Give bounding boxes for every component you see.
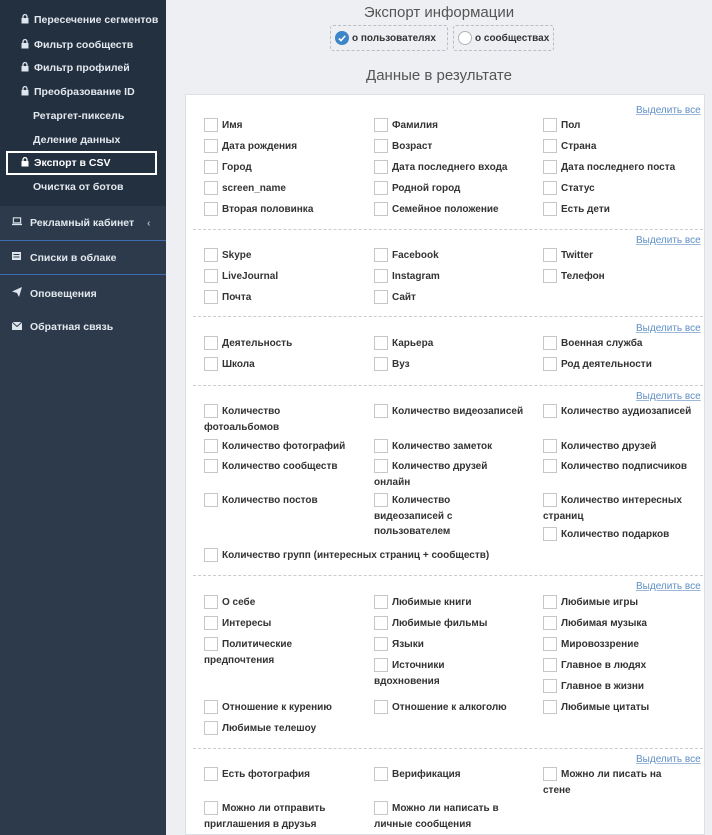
- checkbox[interactable]: [204, 248, 218, 262]
- field-label: Facebook: [392, 250, 439, 261]
- result-title: Данные в результате: [366, 67, 512, 84]
- sidebar-item-segment-intersection[interactable]: [0, 14, 166, 26]
- sidebar-divider: [0, 240, 166, 241]
- field-label: Источники вдохновения: [374, 660, 445, 687]
- sidebar-item-label: Рекламный кабинет: [30, 217, 135, 229]
- sidebar-item-label: Списки в облаке: [30, 252, 117, 264]
- field-label: Количество подарков: [561, 529, 670, 540]
- field-label: Skype: [222, 250, 252, 261]
- field-label: Возраст: [392, 141, 433, 152]
- field-label: Мировоззрение: [561, 639, 639, 650]
- checkbox[interactable]: [543, 160, 557, 174]
- field-label: Twitter: [561, 250, 594, 261]
- sidebar-item-label: Оповещения: [30, 288, 97, 300]
- lock-icon: [21, 157, 29, 167]
- field-label: Любимые телешоу: [222, 723, 317, 734]
- field-label: Верификация: [392, 769, 461, 780]
- sidebar-item-ad-cabinet[interactable]: [0, 217, 166, 229]
- field-label: О себе: [222, 597, 256, 608]
- sidebar-submenu: [0, 0, 166, 206]
- checkbox[interactable]: [374, 139, 388, 153]
- checkbox[interactable]: [204, 181, 218, 195]
- select-all-link[interactable]: Выделить все: [636, 581, 701, 592]
- checkbox[interactable]: [543, 181, 557, 195]
- field-label: Любимые фильмы: [392, 618, 488, 629]
- checkbox[interactable]: [204, 290, 218, 304]
- field-label: Сайт: [392, 292, 416, 303]
- field-label: Количество заметок: [392, 441, 493, 452]
- field-label: Языки: [392, 639, 424, 650]
- field-label: Телефон: [561, 271, 605, 282]
- checkbox[interactable]: [374, 357, 388, 371]
- lock-icon: [21, 39, 29, 49]
- radio-groups[interactable]: [453, 25, 554, 51]
- checkbox[interactable]: [374, 160, 388, 174]
- checkbox[interactable]: [204, 493, 218, 507]
- checkbox[interactable]: [374, 595, 388, 609]
- checkbox[interactable]: [374, 767, 388, 781]
- sidebar-item-community-filter[interactable]: [0, 39, 166, 51]
- checkbox[interactable]: [543, 527, 557, 541]
- field-label: Количество интересных страниц: [543, 495, 682, 522]
- checkbox[interactable]: [204, 767, 218, 781]
- sidebar-item-label: Фильтр профилей: [34, 62, 130, 74]
- field-label: Количество друзей онлайн: [374, 461, 488, 488]
- checkbox[interactable]: [374, 118, 388, 132]
- field-label: Количество постов: [222, 495, 318, 506]
- field-label: Деятельность: [222, 338, 293, 349]
- checkbox[interactable]: [543, 139, 557, 153]
- field-label: Количество друзей: [561, 441, 657, 452]
- select-all-link[interactable]: Выделить все: [636, 754, 701, 765]
- radio-checked-icon: [335, 31, 349, 45]
- sidebar-item-label: Экспорт в CSV: [34, 157, 111, 169]
- field-label: Можно ли писать на стене: [543, 769, 662, 796]
- field-label: Количество видеозаписей: [392, 406, 524, 417]
- checkbox[interactable]: [543, 700, 557, 714]
- checkbox[interactable]: [543, 202, 557, 216]
- field-label: Любимые цитаты: [561, 702, 650, 713]
- checkbox[interactable]: [204, 357, 218, 371]
- field-label: Количество аудиозаписей: [561, 406, 692, 417]
- checkbox[interactable]: [204, 616, 218, 630]
- field-label: Дата последнего поста: [561, 162, 676, 173]
- checkbox[interactable]: [204, 721, 218, 735]
- checkbox[interactable]: [204, 595, 218, 609]
- checkbox[interactable]: [374, 700, 388, 714]
- checkbox[interactable]: [204, 202, 218, 216]
- paper-plane-icon: [12, 287, 22, 297]
- field-label: Любимые книги: [392, 597, 472, 608]
- sidebar-item-label: Преобразование ID: [34, 86, 135, 98]
- field-label: Главное в жизни: [561, 681, 645, 692]
- checkbox[interactable]: [204, 118, 218, 132]
- field-label: Политические предпочтения: [204, 639, 293, 666]
- select-all-link[interactable]: Выделить все: [636, 105, 701, 116]
- radio-users-label: о пользователях: [352, 32, 436, 44]
- checkbox[interactable]: [543, 637, 557, 651]
- field-label: Отношение к алкоголю: [392, 702, 507, 713]
- sidebar-divider: [0, 274, 166, 275]
- field-label: Родной город: [392, 183, 461, 194]
- section-divider: [193, 229, 703, 230]
- select-all-link[interactable]: Выделить все: [636, 391, 701, 402]
- sidebar-item-export-csv[interactable]: [6, 151, 157, 175]
- sidebar-item-notifications[interactable]: [0, 287, 166, 300]
- sidebar-item-label: Очистка от ботов: [33, 181, 124, 193]
- checkbox[interactable]: [543, 248, 557, 262]
- section-divider: [193, 748, 703, 749]
- field-label: Вторая половинка: [222, 204, 314, 215]
- sidebar-item-data-split[interactable]: [0, 133, 166, 148]
- field-label: Можно ли отправить приглашения в друзья: [204, 803, 326, 830]
- section-divider: [193, 316, 703, 317]
- checkbox[interactable]: [374, 181, 388, 195]
- checkbox[interactable]: [204, 269, 218, 283]
- sidebar-item-label: Обратная связь: [30, 321, 114, 333]
- checkbox[interactable]: [543, 616, 557, 630]
- field-label: Можно ли написать в личные сообщения: [374, 803, 499, 830]
- export-title: Экспорт информации: [363, 4, 515, 21]
- radio-groups-label: о сообществах: [475, 32, 550, 44]
- field-label: Интересы: [222, 618, 272, 629]
- field-label: Дата последнего входа: [392, 162, 508, 173]
- field-label: Фамилия: [392, 120, 438, 131]
- radio-unchecked-icon: [458, 31, 472, 45]
- field-label: Количество видеозаписей с пользователем: [374, 495, 453, 537]
- checkbox[interactable]: [374, 439, 388, 453]
- checkbox[interactable]: [543, 679, 557, 693]
- field-label: Есть дети: [561, 204, 610, 215]
- checkbox[interactable]: [374, 336, 388, 350]
- checkbox[interactable]: [543, 357, 557, 371]
- sidebar-item-retarget-pixel[interactable]: [0, 109, 166, 124]
- lock-icon: [21, 62, 29, 72]
- field-label: Карьера: [392, 338, 434, 349]
- field-label: Количество подписчиков: [561, 461, 687, 472]
- select-all-link[interactable]: Выделить все: [636, 235, 701, 246]
- field-label: Пол: [561, 120, 581, 131]
- sidebar-item-label: Пересечение сегментов: [34, 14, 159, 26]
- checkbox[interactable]: [204, 160, 218, 174]
- checkbox[interactable]: [204, 700, 218, 714]
- field-label: Военная служба: [561, 338, 643, 349]
- checkbox[interactable]: [543, 336, 557, 350]
- chevron-left-icon[interactable]: ‹: [147, 217, 151, 229]
- field-label: Семейное положение: [392, 204, 499, 215]
- section-divider: [193, 385, 703, 386]
- field-label: Instagram: [392, 271, 440, 282]
- field-label: Дата рождения: [222, 141, 298, 152]
- checkbox[interactable]: [374, 269, 388, 283]
- field-label: Любимая музыка: [561, 618, 647, 629]
- lock-icon: [21, 14, 29, 24]
- laptop-icon: [12, 217, 22, 226]
- checkbox[interactable]: [543, 439, 557, 453]
- sidebar-item-feedback[interactable]: [0, 321, 166, 333]
- checkbox[interactable]: [543, 658, 557, 672]
- field-label: Город: [222, 162, 252, 173]
- sidebar-item-label: Ретаргет-пиксель: [33, 110, 125, 122]
- checkbox[interactable]: [374, 637, 388, 651]
- sidebar-item-label: Фильтр сообществ: [34, 39, 134, 51]
- sidebar-item-cloud-lists[interactable]: [0, 251, 166, 264]
- select-all-link[interactable]: Выделить все: [636, 323, 701, 334]
- checkbox[interactable]: [204, 139, 218, 153]
- radio-users[interactable]: [330, 25, 448, 51]
- section-divider: [193, 575, 703, 576]
- field-label: Страна: [561, 141, 597, 152]
- checkbox[interactable]: [543, 595, 557, 609]
- field-label: screen_name: [222, 183, 286, 194]
- checkbox[interactable]: [204, 548, 218, 562]
- field-label: Количество фотографий: [222, 441, 346, 452]
- envelope-icon: [12, 322, 22, 330]
- field-label: Отношение к курению: [222, 702, 332, 713]
- lock-icon: [21, 86, 29, 96]
- sidebar-item-bot-cleaning[interactable]: [0, 180, 166, 195]
- sidebar-item-profile-filter[interactable]: [0, 62, 166, 74]
- field-label: Род деятельности: [561, 359, 652, 370]
- field-label: Главное в людях: [561, 660, 647, 671]
- sidebar-item-id-conversion[interactable]: [0, 86, 166, 98]
- field-label: Любимые игры: [561, 597, 638, 608]
- field-label: Количество сообществ: [222, 461, 338, 472]
- field-label: Количество групп (интересных страниц + сообществ): [222, 550, 490, 561]
- sidebar-item-label: Деление данных: [33, 134, 121, 146]
- checkbox[interactable]: [374, 616, 388, 630]
- field-label: Вуз: [392, 359, 410, 370]
- checkbox[interactable]: [374, 202, 388, 216]
- field-label: Есть фотография: [222, 769, 310, 780]
- field-label: Имя: [222, 120, 243, 131]
- field-label: Количество фотоальбомов: [204, 406, 281, 433]
- checkbox[interactable]: [374, 290, 388, 304]
- sidebar: [0, 0, 166, 835]
- list-icon: [12, 251, 22, 261]
- field-label: Школа: [222, 359, 255, 370]
- checkbox[interactable]: [374, 248, 388, 262]
- checkbox[interactable]: [204, 336, 218, 350]
- field-label: LiveJournal: [222, 271, 279, 282]
- checkbox[interactable]: [204, 459, 218, 473]
- checkbox[interactable]: [543, 269, 557, 283]
- checkbox[interactable]: [543, 118, 557, 132]
- checkbox[interactable]: [204, 439, 218, 453]
- field-label: Почта: [222, 292, 252, 303]
- field-label: Статус: [561, 183, 595, 194]
